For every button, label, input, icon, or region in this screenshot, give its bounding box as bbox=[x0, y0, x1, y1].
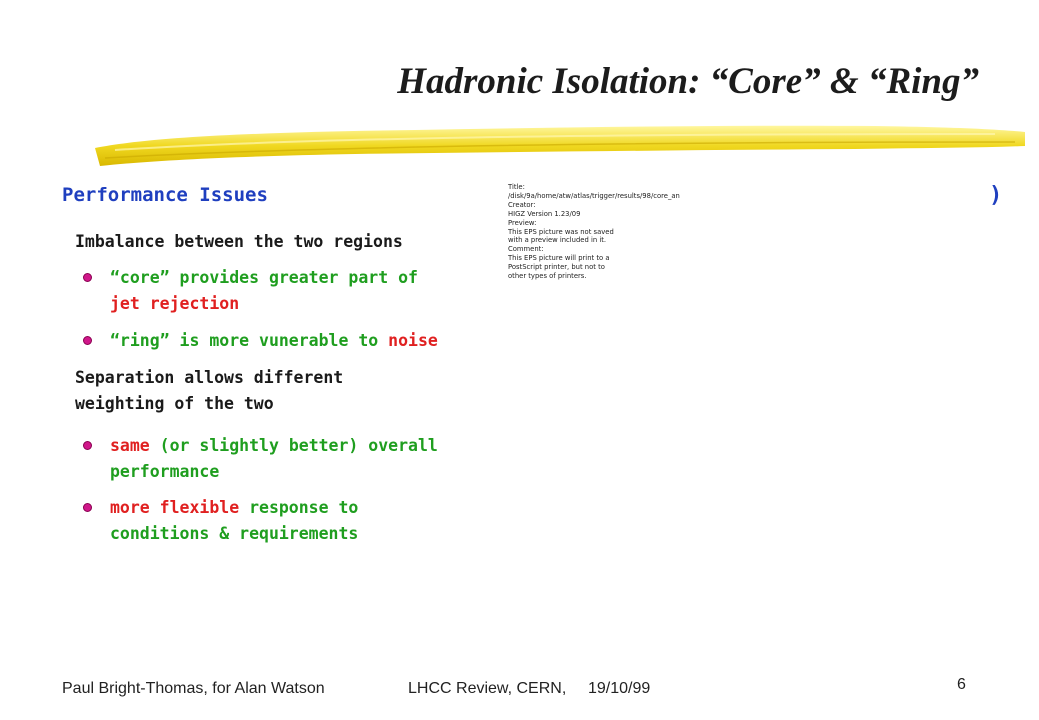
page-number: 6 bbox=[957, 676, 966, 693]
bullet-text-continued: jet rejection bbox=[110, 294, 240, 313]
point-imbalance: Imbalance between the two regions bbox=[75, 232, 403, 251]
list-item bbox=[83, 265, 418, 317]
point-separation: Separation allows different weighting of the two bbox=[75, 368, 344, 413]
footer-venue: LHCC Review, CERN, bbox=[408, 680, 567, 697]
bullet-text-continued: conditions & requirements bbox=[110, 524, 359, 543]
bullet-icon bbox=[83, 273, 92, 282]
eps-preview-placeholder: Title: /disk/9a/home/atw/atlas/trigger/results/98/core_an Creator: HIGZ Version 1.23/09 Preview: This EPS picture was not saved with a preview included in it. Comment: This EPS picture will print to a PostScript printer, but not to other types of printers. bbox=[508, 183, 680, 281]
list-item bbox=[83, 495, 358, 547]
bullet-icon bbox=[83, 503, 92, 512]
bullet-text: “core” provides greater part of bbox=[110, 268, 418, 287]
slide-title: Hadronic Isolation: “Core” & “Ring” bbox=[397, 61, 979, 102]
footer-author: Paul Bright-Thomas, for Alan Watson bbox=[62, 680, 325, 697]
list-item bbox=[83, 433, 438, 485]
bullet-icon bbox=[83, 441, 92, 450]
bullet-text: same (or slightly better) overall bbox=[110, 436, 438, 455]
bullet-text: more flexible response to bbox=[110, 498, 359, 517]
list-item bbox=[83, 328, 438, 354]
section-heading: Performance Issues bbox=[62, 184, 268, 206]
footer-date: 19/10/99 bbox=[588, 680, 651, 697]
bullet-text: “ring” is more vunerable to noise bbox=[110, 331, 438, 350]
bullet-icon bbox=[83, 336, 92, 345]
title-underline-brush bbox=[95, 118, 1025, 168]
cropped-paren: ) bbox=[989, 183, 1003, 208]
bullet-text-continued: performance bbox=[110, 462, 220, 481]
